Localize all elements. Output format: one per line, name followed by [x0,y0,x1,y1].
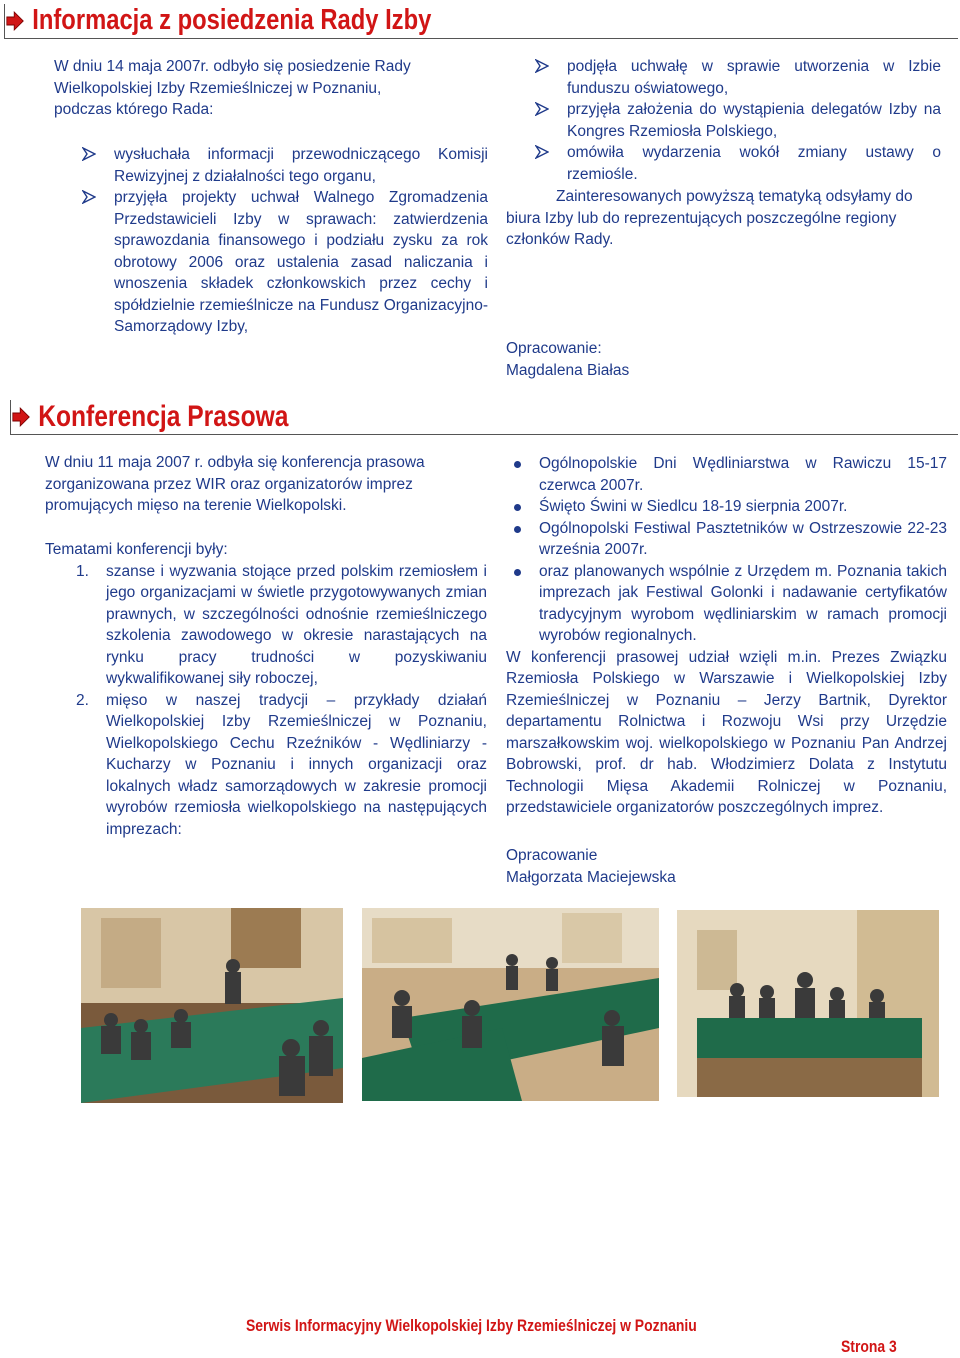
council-list-left [80,144,488,338]
heading-rule [10,434,958,435]
chevron-arrow-icon [535,145,549,159]
press-topics [45,539,487,840]
intro-paragraph: W dniu 11 maja 2007 r. odbyła się konferencja prasowa zorganizowana przez WIR oraz organizatorów imprez promujących mięso na terenie Wielkopolski. [45,454,425,514]
conference-photo-right [677,910,939,1097]
list-item: 2. mięso w naszej tradycji – przykłady działań Wielkopolskiej Izby Rzemieślniczej w Poznaniu, Wielkopolskiego Cechu Rzeźników - Wędliniarzy - Kucharzy w Poznaniu i innych organizacji oraz lokalnych władz samorządowych w zakresie promocji wyrobów rzemiosła wielkopolskiego na następujących imprezach: [76,691,487,838]
council-list-right [533,56,941,185]
list-item: Ogólnopolskie Dni Wędliniarstwa w Rawiczu 15-17 czerwca 2007r. [506,453,947,496]
section-title: Informacja z posiedzenia Rady Izby [32,4,432,36]
chevron-arrow-icon [535,102,549,116]
conference-photo-middle [362,908,659,1101]
list-item: przyjęła projekty uchwał Walnego Zgromadzenia Przedstawicieli Izby w sprawach: zatwierdzenia sprawozdania finansowego i podziału zysku za rok obrotowy 2006 oraz ustalenia zasad naliczania i wnoszenia składek członkowskich przez cechy i spółdzielnie rzemieślnicze na Fundusz Organizacyjno-Samorządowy Izby, [80,187,488,338]
section-title: Konferencja Prasowa [38,400,289,433]
list-item: przyjęła założenia do wystąpienia delegatów Izby na Kongres Rzemiosła Polskiego, [533,99,941,142]
bullet-icon [514,569,521,576]
press-intro [45,452,445,517]
conference-photo-left [81,908,343,1103]
participants-paragraph: W konferencji prasowej udział wzięli m.in. Prezes Związku Rzemiosła Polskiego w Warszawie i Wielkopolskiej Izby Rzemieślniczej w Poznaniu – Jerzy Bartnik, Dyrektor departamentu Rolnictwa i Rozwoju Wsi przy Urzędzie marszałkowskim woj. wielkopolskiego w Poznaniu Pan Andrzej Bobrowski, prof. dr hab. Włodzimierz Dolata z Instytutu Technologii Mięsa Akademii Rolniczej w Poznaniu, przedstawiciele organizatorów poszczególnych imprez. [506,648,947,816]
list-item: Ogólnopolski Festiwal Pasztetników w Ostrzeszowie 22-23 września 2007r. [506,518,947,561]
bullet-icon [514,504,521,511]
list-item: Święto Świni w Siedlcu 18-19 sierpnia 2007r. [506,496,947,518]
footer-publication: Serwis Informacyjny Wielkopolskiej Izby Rzemieślniczej w Poznaniu [246,1316,697,1335]
bullet-icon [514,526,521,533]
chevron-arrow-icon [82,147,96,161]
credit-name: Małgorzata Maciejewska [506,868,676,886]
closing-paragraph: Zainteresowanych powyższą tematyką odsyłamy do biura Izby lub do reprezentujących poszczególne regiony członków Rady. [506,188,913,248]
list-item: podjęła uchwałę w sprawie utworzenia w Izbie funduszu oświatowego, [533,56,941,99]
press-credit [506,845,676,888]
credit-label: Opracowanie: [506,340,602,357]
bullet-icon [514,461,521,468]
list-item: oraz planowanych wspólnie z Urzędem m. Poznania takich imprezach jak Festiwal Golonki i nadawanie certyfikatów tradycyjnym wyrobom wędliniarskim w ramach promocji wyrobów regionalnych. [506,561,947,647]
heading-left-rule [10,400,11,434]
credit-label: Opracowanie [506,847,598,864]
list-item: 1. szanse i wyzwania stojące przed polskim rzemiosłem i jego organizacjami w świetle przygotowywanych zmian prawnych, w szczególności odnośnie rzemieślniczego szkolenia zawodowego w okresie narastających na rynku pracy trudności w pozyskiwaniu wykwalifikowanej siły roboczej, [76,562,487,687]
page-number: Strona 3 [841,1337,897,1356]
list-item: omówiła wydarzenia wokół zmiany ustawy o rzemiośle. [533,142,941,185]
heading-left-rule [4,4,5,38]
chevron-arrow-icon [82,190,96,204]
topics-label: Tematami konferencji były: [45,541,228,558]
section-heading-press [12,400,288,434]
credit-name: Magdalena Białas [506,361,630,379]
section-heading-council [6,4,431,37]
heading-rule [4,38,958,39]
list-item: wysłuchała informacji przewodniczącego Komisji Rewizyjnej z działalności tego organu, [80,144,488,187]
intro-paragraph: W dniu 14 maja 2007r. odbyło się posiedzenie Rady Wielkopolskiej Izby Rzemieślniczej w Poznaniu, podczas którego Rada: [54,58,411,118]
red-arrow-icon [6,10,24,32]
council-closing [506,186,916,251]
chevron-arrow-icon [535,59,549,73]
council-credit [506,338,629,381]
council-intro [54,56,440,121]
red-arrow-icon [12,406,30,428]
press-events [506,453,947,819]
